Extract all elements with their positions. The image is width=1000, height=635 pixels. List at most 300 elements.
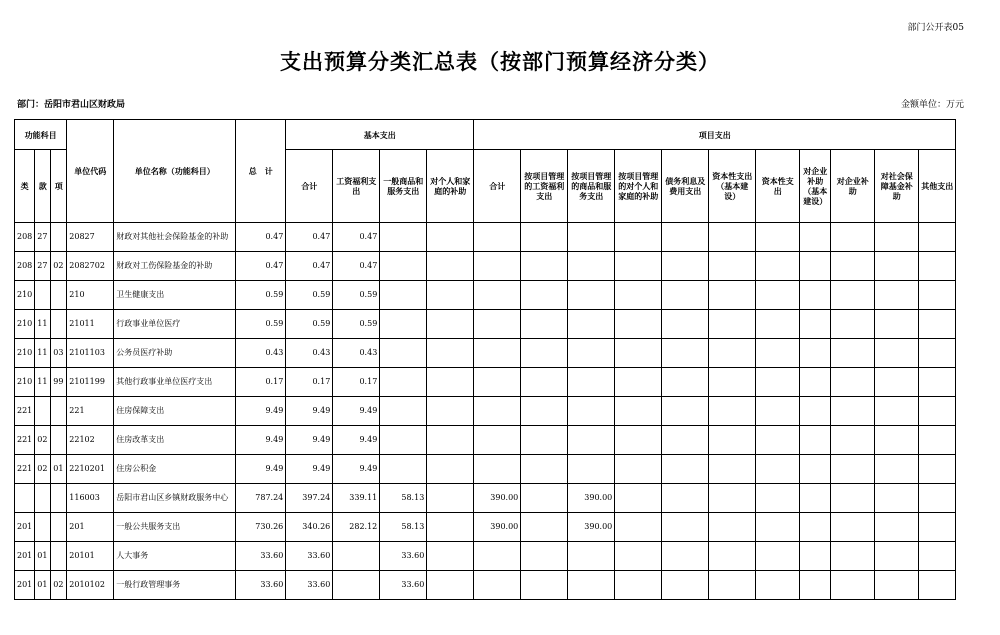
cell-kuan [35,513,51,542]
project-col-header: 其他支出 [919,150,956,223]
project-col-header: 资本性支出 [756,150,800,223]
cell-b-sum: 9.49 [286,397,333,426]
cell-p-ent-build [800,513,831,542]
xiang-header: 项 [51,150,67,223]
cell-lei: 221 [15,455,35,484]
cell-p-social [875,484,919,513]
cell-lei [15,484,35,513]
cell-p-debt [662,513,709,542]
cell-p-sum [474,281,521,310]
cell-xiang [51,397,67,426]
cell-p-ent-build [800,223,831,252]
cell-p-ent-build [800,339,831,368]
cell-p-family [615,513,662,542]
cell-b-wage: 0.47 [333,252,380,281]
cell-b-wage: 9.49 [333,426,380,455]
cell-p-cap [756,310,800,339]
cell-b-sum: 9.49 [286,455,333,484]
table-row [15,397,956,426]
cell-p-social [875,223,919,252]
cell-p-sum [474,368,521,397]
cell-p-ent-build [800,571,831,600]
cell-p-other [919,455,956,484]
cell-p-other [919,542,956,571]
cell-kuan: 01 [35,571,51,600]
cell-p-ent [831,223,875,252]
cell-b-wage: 339.11 [333,484,380,513]
cell-total: 9.49 [236,397,286,426]
cell-b-family [427,310,474,339]
cell-b-goods: 33.60 [380,542,427,571]
cell-b-family [427,484,474,513]
project-col-header: 对社会保障基金补助 [875,150,919,223]
cell-p-family [615,571,662,600]
cell-p-debt [662,397,709,426]
cell-p-other [919,281,956,310]
cell-name: 财政对其他社会保险基金的补助 [114,223,236,252]
cell-lei: 221 [15,426,35,455]
cell-b-wage [333,542,380,571]
cell-p-family [615,252,662,281]
table-row [15,339,956,368]
cell-total: 730.26 [236,513,286,542]
project-col-header: 对企业补助 [831,150,875,223]
cell-total: 33.60 [236,542,286,571]
cell-b-wage: 0.59 [333,310,380,339]
cell-p-sum [474,339,521,368]
cell-p-goods [568,426,615,455]
cell-p-ent [831,310,875,339]
table-row [15,542,956,571]
cell-total: 33.60 [236,571,286,600]
cell-code: 2101199 [67,368,114,397]
cell-p-cap-build [709,223,756,252]
cell-p-ent [831,426,875,455]
cell-b-goods [380,281,427,310]
table-body [15,223,956,600]
cell-p-ent-build [800,281,831,310]
cell-p-other [919,571,956,600]
cell-p-wage [521,310,568,339]
cell-name: 住房保障支出 [114,397,236,426]
cell-p-social [875,513,919,542]
cell-p-ent [831,281,875,310]
cell-b-sum: 0.43 [286,339,333,368]
cell-p-wage [521,223,568,252]
cell-p-goods [568,339,615,368]
cell-p-cap-build [709,310,756,339]
cell-p-ent-build [800,368,831,397]
cell-lei: 210 [15,310,35,339]
cell-xiang [51,426,67,455]
cell-p-cap [756,484,800,513]
cell-lei: 201 [15,571,35,600]
cell-p-ent [831,252,875,281]
cell-b-sum: 340.26 [286,513,333,542]
table-row [15,281,956,310]
cell-p-debt [662,368,709,397]
cell-p-ent [831,542,875,571]
cell-code: 210 [67,281,114,310]
cell-b-goods: 33.60 [380,571,427,600]
unit-label: 金额单位：万元 [900,100,964,110]
cell-p-other [919,252,956,281]
kuan-header: 款 [35,150,51,223]
header-row-top [15,120,956,150]
cell-p-family [615,455,662,484]
cell-xiang: 02 [51,571,67,600]
cell-code: 21011 [67,310,114,339]
cell-p-debt [662,484,709,513]
cell-p-sum [474,310,521,339]
cell-total: 0.47 [236,223,286,252]
cell-total: 0.59 [236,310,286,339]
cell-kuan: 11 [35,368,51,397]
project-col-header: 合计 [474,150,521,223]
cell-p-ent-build [800,252,831,281]
cell-p-social [875,397,919,426]
cell-b-family [427,397,474,426]
cell-b-wage [333,571,380,600]
cell-p-cap [756,455,800,484]
cell-b-wage: 0.47 [333,223,380,252]
cell-p-ent [831,339,875,368]
cell-p-ent [831,571,875,600]
cell-p-cap-build [709,339,756,368]
cell-p-social [875,455,919,484]
cell-xiang [51,484,67,513]
cell-b-goods [380,310,427,339]
cell-p-debt [662,426,709,455]
cell-lei: 208 [15,223,35,252]
cell-code: 116003 [67,484,114,513]
project-col-header: 按项目管理的商品和服务支出 [568,150,615,223]
cell-b-goods [380,252,427,281]
cell-p-family [615,310,662,339]
cell-p-ent [831,513,875,542]
cell-p-debt [662,281,709,310]
cell-p-social [875,310,919,339]
cell-name: 卫生健康支出 [114,281,236,310]
cell-p-ent [831,455,875,484]
cell-p-wage [521,368,568,397]
cell-xiang [51,542,67,571]
cell-lei: 201 [15,542,35,571]
cell-p-cap [756,252,800,281]
cell-p-sum [474,542,521,571]
total-header: 总 计 [236,120,286,223]
cell-p-social [875,426,919,455]
cell-p-sum [474,223,521,252]
cell-b-wage: 9.49 [333,455,380,484]
basic-col-header: 对个人和家庭的补助 [427,150,474,223]
project-col-header: 按项目管理的对个人和家庭的补助 [615,150,662,223]
cell-b-sum: 9.49 [286,426,333,455]
cell-p-cap-build [709,397,756,426]
cell-p-cap-build [709,455,756,484]
cell-p-cap [756,397,800,426]
cell-b-family [427,571,474,600]
cell-p-goods [568,368,615,397]
cell-xiang: 03 [51,339,67,368]
project-expense-header: 项目支出 [474,120,956,150]
cell-lei: 221 [15,397,35,426]
cell-code: 22102 [67,426,114,455]
cell-name: 一般公共服务支出 [114,513,236,542]
cell-name: 行政事业单位医疗 [114,310,236,339]
cell-name: 财政对工伤保险基金的补助 [114,252,236,281]
cell-p-cap [756,426,800,455]
cell-lei: 201 [15,513,35,542]
cell-p-wage [521,455,568,484]
cell-p-other [919,223,956,252]
cell-lei: 210 [15,368,35,397]
cell-p-wage [521,542,568,571]
cell-kuan: 01 [35,542,51,571]
cell-p-family [615,542,662,571]
cell-code: 201 [67,513,114,542]
cell-b-family [427,339,474,368]
table-row [15,484,956,513]
project-col-header: 资本性支出（基本建设） [709,150,756,223]
cell-xiang [51,223,67,252]
cell-p-family [615,397,662,426]
cell-p-ent [831,397,875,426]
cell-p-other [919,397,956,426]
cell-p-debt [662,339,709,368]
cell-code: 221 [67,397,114,426]
cell-xiang [51,310,67,339]
cell-p-ent-build [800,484,831,513]
basic-col-header: 一般商品和服务支出 [380,150,427,223]
cell-p-family [615,484,662,513]
table-row [15,223,956,252]
cell-b-wage: 0.59 [333,281,380,310]
cell-p-goods: 390.00 [568,513,615,542]
cell-p-sum [474,571,521,600]
cell-code: 2010102 [67,571,114,600]
cell-total: 0.59 [236,281,286,310]
table-row [15,368,956,397]
cell-p-goods [568,281,615,310]
cell-p-ent-build [800,542,831,571]
cell-b-goods [380,455,427,484]
cell-p-cap-build [709,513,756,542]
lei-header: 类 [15,150,35,223]
cell-p-cap [756,223,800,252]
table-row [15,252,956,281]
cell-p-ent [831,484,875,513]
cell-p-social [875,368,919,397]
cell-b-goods [380,426,427,455]
cell-kuan: 11 [35,310,51,339]
cell-code: 20827 [67,223,114,252]
cell-total: 9.49 [236,426,286,455]
cell-total: 9.49 [236,455,286,484]
cell-p-other [919,484,956,513]
cell-b-goods: 58.13 [380,513,427,542]
cell-p-goods [568,252,615,281]
cell-b-sum: 0.59 [286,310,333,339]
cell-total: 0.17 [236,368,286,397]
cell-p-cap [756,368,800,397]
cell-b-wage: 0.43 [333,339,380,368]
cell-lei: 210 [15,339,35,368]
cell-p-cap [756,281,800,310]
cell-p-debt [662,252,709,281]
cell-lei: 208 [15,252,35,281]
cell-p-debt [662,455,709,484]
cell-total: 787.24 [236,484,286,513]
cell-p-other [919,513,956,542]
cell-p-social [875,542,919,571]
cell-b-wage: 0.17 [333,368,380,397]
cell-b-sum: 0.47 [286,252,333,281]
cell-p-social [875,252,919,281]
cell-total: 0.43 [236,339,286,368]
cell-kuan [35,397,51,426]
cell-kuan [35,281,51,310]
cell-p-goods [568,397,615,426]
cell-p-family [615,368,662,397]
basic-col-header: 合计 [286,150,333,223]
cell-p-goods [568,571,615,600]
func-subject-header: 功能科目 [15,120,67,150]
cell-p-cap [756,542,800,571]
cell-b-family [427,513,474,542]
cell-code: 20101 [67,542,114,571]
cell-p-ent-build [800,455,831,484]
cell-p-wage [521,484,568,513]
cell-b-wage: 282.12 [333,513,380,542]
cell-p-cap-build [709,571,756,600]
cell-p-cap-build [709,542,756,571]
budget-table [14,119,956,600]
cell-p-goods [568,455,615,484]
cell-b-wage: 9.49 [333,397,380,426]
cell-p-cap-build [709,252,756,281]
cell-p-other [919,339,956,368]
cell-p-wage [521,281,568,310]
cell-b-goods [380,223,427,252]
cell-code: 2101103 [67,339,114,368]
cell-b-family [427,455,474,484]
page-title: 支出预算分类汇总表（按部门预算经济分类） [280,49,720,74]
project-col-header: 按项目管理的工资福利支出 [521,150,568,223]
table-row [15,571,956,600]
cell-p-wage [521,513,568,542]
cell-p-cap-build [709,484,756,513]
cell-p-debt [662,571,709,600]
cell-p-other [919,310,956,339]
cell-b-family [427,542,474,571]
cell-p-wage [521,339,568,368]
cell-b-sum: 0.59 [286,281,333,310]
cell-p-debt [662,310,709,339]
cell-xiang [51,513,67,542]
cell-kuan: 11 [35,339,51,368]
cell-kuan: 27 [35,223,51,252]
cell-kuan: 27 [35,252,51,281]
cell-b-goods [380,397,427,426]
cell-p-ent-build [800,397,831,426]
cell-name: 一般行政管理事务 [114,571,236,600]
project-col-header: 对企业补助（基本建设） [800,150,831,223]
cell-p-family [615,426,662,455]
cell-p-social [875,339,919,368]
cell-p-wage [521,397,568,426]
cell-p-wage [521,571,568,600]
cell-xiang: 02 [51,252,67,281]
cell-name: 岳阳市君山区乡镇财政服务中心 [114,484,236,513]
cell-p-ent-build [800,426,831,455]
cell-b-family [427,368,474,397]
cell-p-ent-build [800,310,831,339]
cell-name: 人大事务 [114,542,236,571]
cell-xiang: 99 [51,368,67,397]
cell-b-goods [380,339,427,368]
cell-p-other [919,368,956,397]
cell-b-family [427,223,474,252]
cell-name: 其他行政事业单位医疗支出 [114,368,236,397]
cell-p-sum [474,426,521,455]
cell-p-cap [756,339,800,368]
cell-code: 2210201 [67,455,114,484]
cell-p-cap [756,571,800,600]
cell-b-goods [380,368,427,397]
cell-name: 住房改革支出 [114,426,236,455]
cell-xiang: 01 [51,455,67,484]
table-row [15,513,956,542]
cell-b-sum: 397.24 [286,484,333,513]
cell-p-wage [521,426,568,455]
cell-code: 2082702 [67,252,114,281]
cell-p-goods [568,223,615,252]
cell-p-social [875,571,919,600]
cell-kuan: 02 [35,426,51,455]
cell-p-cap-build [709,426,756,455]
cell-p-debt [662,223,709,252]
cell-p-ent [831,368,875,397]
cell-p-goods [568,310,615,339]
table-row [15,310,956,339]
cell-p-sum [474,397,521,426]
cell-b-sum: 33.60 [286,542,333,571]
cell-p-social [875,281,919,310]
cell-p-sum: 390.00 [474,513,521,542]
cell-total: 0.47 [236,252,286,281]
cell-p-sum: 390.00 [474,484,521,513]
cell-p-other [919,426,956,455]
cell-kuan [35,484,51,513]
cell-name: 住房公积金 [114,455,236,484]
cell-b-family [427,252,474,281]
cell-p-sum [474,252,521,281]
cell-lei: 210 [15,281,35,310]
cell-p-sum [474,455,521,484]
cell-p-goods [568,542,615,571]
unit-name-header: 单位名称（功能科目） [114,120,236,223]
cell-b-sum: 0.47 [286,223,333,252]
cell-b-family [427,426,474,455]
table-row [15,426,956,455]
cell-p-family [615,223,662,252]
cell-p-family [615,339,662,368]
cell-xiang [51,281,67,310]
cell-p-debt [662,542,709,571]
basic-col-header: 工资福利支出 [333,150,380,223]
table-row [15,455,956,484]
